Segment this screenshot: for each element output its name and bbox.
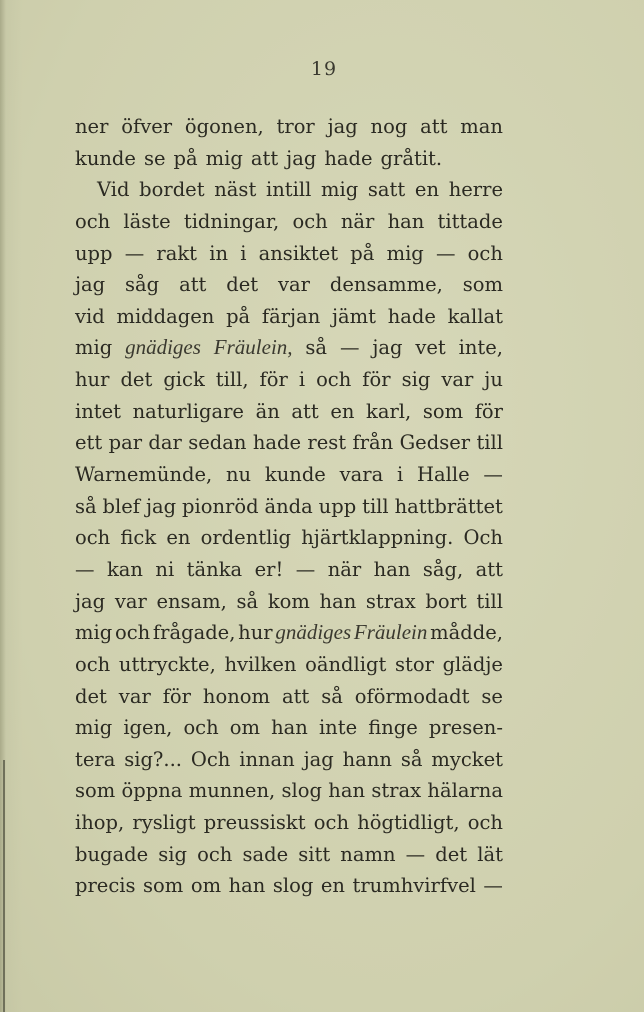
word: pionröd	[182, 494, 259, 518]
text-line	[75, 332, 503, 364]
word: intet	[75, 399, 122, 423]
word: tänka	[186, 557, 243, 581]
word: jag	[286, 146, 317, 170]
word: som	[422, 399, 464, 423]
text-line	[75, 396, 503, 428]
word: Gedser	[399, 431, 471, 455]
text-line	[75, 427, 503, 459]
word: så	[236, 589, 259, 613]
word: kunde	[264, 463, 326, 487]
word: blef	[102, 494, 141, 518]
word: sade	[242, 842, 289, 866]
text-line	[75, 839, 503, 871]
word: upp	[318, 494, 357, 518]
word: från	[352, 431, 394, 455]
word: Halle	[417, 463, 470, 487]
word: mycket	[431, 747, 503, 771]
word: var	[118, 684, 151, 708]
word: såg,	[422, 557, 464, 581]
word: —	[405, 842, 426, 866]
word: bugade	[75, 842, 149, 866]
word: och	[467, 241, 503, 265]
word: inte	[318, 716, 358, 740]
word: gråtit.	[380, 146, 443, 170]
word: ögonen,	[184, 115, 264, 138]
word: och	[197, 842, 233, 866]
word: än	[255, 399, 280, 423]
page-edge-line	[3, 760, 5, 1012]
word: och	[75, 209, 111, 233]
word: och	[467, 811, 503, 835]
word: rakt	[156, 241, 198, 265]
word: till,	[215, 368, 249, 392]
word: i	[240, 241, 247, 265]
word: näst	[214, 178, 257, 202]
word: att	[475, 557, 503, 581]
word: jämt	[331, 304, 376, 328]
word: om	[229, 716, 260, 740]
word: naturligare	[132, 399, 244, 423]
word: om	[190, 874, 222, 898]
text-line	[75, 649, 503, 681]
text-line	[75, 269, 503, 301]
word: i	[298, 368, 306, 392]
word: middagen	[116, 304, 215, 328]
word: som	[143, 874, 184, 898]
word: kunde	[75, 146, 136, 170]
word: sig	[158, 842, 188, 866]
word: man	[460, 115, 503, 138]
word: par	[108, 431, 143, 455]
italic-word: Fräulein	[353, 620, 428, 645]
word: kom	[267, 589, 310, 613]
word: så	[75, 494, 97, 518]
word: slog	[281, 779, 322, 803]
word: när	[340, 209, 375, 233]
word: var	[441, 368, 474, 392]
word: jag	[303, 747, 334, 771]
word: mig	[75, 336, 113, 360]
word: när	[327, 557, 362, 581]
word: hade	[252, 431, 302, 455]
word: ett	[75, 431, 103, 455]
text-line	[75, 491, 503, 523]
word: sig?...	[124, 747, 182, 771]
text-line	[75, 681, 503, 713]
word: han	[328, 779, 366, 803]
word: Warnemünde,	[75, 463, 213, 487]
word: vid	[75, 304, 105, 328]
word: hade	[387, 304, 436, 328]
word: —	[339, 336, 360, 360]
word: —	[483, 463, 503, 487]
word: slog	[272, 874, 314, 898]
word: i	[396, 463, 404, 487]
word: sedan	[188, 431, 247, 455]
word: mig	[75, 621, 113, 645]
word: er!	[254, 557, 284, 581]
word: som	[75, 779, 116, 803]
word: kan	[106, 557, 143, 581]
word: nog	[370, 115, 408, 138]
word: och	[114, 621, 151, 645]
word: bort	[425, 589, 467, 613]
text-line	[75, 617, 503, 649]
word: hvilken	[224, 652, 297, 676]
word: att	[250, 146, 279, 170]
text-line	[75, 364, 503, 396]
word: preussiskt	[203, 811, 306, 835]
word: stor	[394, 652, 434, 676]
word: sig	[401, 368, 431, 392]
word: jag	[75, 589, 106, 613]
word: han	[271, 716, 308, 740]
word: högtidligt,	[357, 811, 460, 835]
word: precis	[75, 874, 136, 898]
word: och	[316, 368, 352, 392]
word: hur	[238, 621, 273, 645]
word: igen,	[123, 716, 173, 740]
word: och	[292, 209, 328, 233]
word: för	[162, 684, 191, 708]
word: och	[313, 811, 350, 835]
italic-word: gnädiges	[275, 620, 352, 645]
word: in	[209, 241, 228, 265]
word: ensam,	[156, 589, 227, 613]
word: —	[435, 241, 456, 265]
word: strax	[365, 589, 416, 613]
word: tera	[75, 747, 116, 771]
word: karl,	[366, 399, 412, 423]
word: läste	[123, 209, 171, 233]
word: Och	[463, 526, 503, 550]
word: Och	[190, 747, 231, 771]
word: satt	[367, 178, 406, 202]
word: finge	[368, 716, 418, 740]
word: det	[120, 368, 153, 392]
word: bordet	[139, 178, 205, 202]
word: för	[259, 368, 288, 392]
word: att	[179, 273, 207, 297]
text-line	[75, 554, 503, 586]
word: till	[476, 431, 503, 455]
word: att	[291, 399, 319, 423]
word: se	[481, 684, 503, 708]
word: ner	[75, 115, 109, 138]
text-line	[75, 459, 503, 491]
word: sitt	[298, 842, 331, 866]
word: på	[173, 146, 198, 170]
word: han	[387, 209, 425, 233]
word: innan	[239, 747, 295, 771]
word: hjärtklappning.	[301, 526, 454, 550]
word: och	[75, 526, 111, 550]
word: vet	[415, 336, 446, 360]
word: det	[75, 684, 107, 708]
word: ordentlig	[200, 526, 292, 550]
word: så	[321, 684, 343, 708]
word: för	[362, 368, 391, 392]
word: rysligt	[132, 811, 196, 835]
word: en	[414, 178, 440, 202]
word: så	[400, 747, 423, 771]
text-line	[75, 807, 503, 839]
word: upp	[75, 241, 113, 265]
word: dar	[148, 431, 182, 455]
word: för	[474, 399, 503, 423]
word: ju	[484, 368, 503, 392]
word: herre	[448, 178, 503, 202]
word: glädje	[442, 652, 503, 676]
word: jag	[327, 115, 358, 138]
word: Vid	[97, 178, 130, 202]
word: tidningar,	[183, 209, 280, 233]
text-line	[75, 870, 503, 902]
text-line	[75, 522, 503, 554]
word: hade	[324, 146, 373, 170]
word: oförmodadt	[354, 684, 470, 708]
word: namn	[340, 842, 396, 866]
word: att	[281, 684, 310, 708]
word: mig	[75, 716, 113, 740]
word: att	[420, 115, 448, 138]
word: var	[278, 273, 310, 297]
word: honom	[202, 684, 271, 708]
word: hann	[342, 747, 392, 771]
word: jag	[372, 336, 403, 360]
word: hur	[75, 368, 110, 392]
word: lät	[477, 842, 503, 866]
word: jag	[75, 273, 106, 297]
word: och	[183, 716, 219, 740]
text-line	[75, 712, 503, 744]
word: det	[435, 842, 468, 866]
text-line	[75, 174, 503, 206]
word: mådde,	[430, 621, 503, 645]
word: en	[166, 526, 191, 550]
text-line	[75, 143, 503, 175]
word: kallat	[447, 304, 503, 328]
word: som	[462, 273, 503, 297]
word: munnen,	[188, 779, 276, 803]
word: på	[350, 241, 375, 265]
word: och	[75, 652, 111, 676]
word: —	[483, 874, 503, 898]
body-text	[75, 111, 503, 902]
word: mig	[205, 146, 243, 170]
word: vara	[339, 463, 384, 487]
word: han	[319, 589, 357, 613]
italic-word: Fräulein,	[213, 335, 293, 360]
word: ända	[264, 494, 313, 518]
text-line	[75, 586, 503, 618]
word: han	[373, 557, 411, 581]
word: till	[362, 494, 389, 518]
text-line	[75, 301, 503, 333]
text-line	[75, 206, 503, 238]
word: densamme,	[329, 273, 443, 297]
italic-word: gnädiges	[125, 335, 201, 360]
text-line	[75, 238, 503, 270]
word: uttryckte,	[118, 652, 216, 676]
word: till	[476, 589, 503, 613]
word: nu	[226, 463, 252, 487]
word: —	[75, 557, 95, 581]
word: hälarna	[427, 779, 503, 803]
word: på	[226, 304, 251, 328]
word: ni	[155, 557, 175, 581]
word: hattbrättet	[394, 494, 503, 518]
word: frågade,	[152, 621, 236, 645]
word: intill	[265, 178, 312, 202]
word: tror	[276, 115, 315, 138]
word: öfver	[121, 115, 173, 138]
word: fick	[120, 526, 157, 550]
word: såg	[125, 273, 160, 297]
word: oändligt	[305, 652, 387, 676]
text-line	[75, 111, 503, 143]
word: trumhvirfvel	[352, 874, 476, 898]
word: en	[320, 874, 345, 898]
word: ihop,	[75, 811, 125, 835]
word: presen-	[428, 716, 503, 740]
word: han	[228, 874, 266, 898]
word: tittade	[437, 209, 503, 233]
word: —	[295, 557, 316, 581]
word: en	[330, 399, 355, 423]
text-line	[75, 744, 503, 776]
word: jag	[145, 494, 177, 518]
page-number: 19	[310, 58, 338, 80]
word: det	[226, 273, 259, 297]
word: öppna	[121, 779, 183, 803]
word: var	[114, 589, 147, 613]
word: så	[305, 336, 328, 360]
word: strax	[371, 779, 422, 803]
word: se	[143, 146, 166, 170]
word: mig	[386, 241, 424, 265]
word: rest	[307, 431, 347, 455]
word: mig	[321, 178, 359, 202]
word: ansiktet	[258, 241, 339, 265]
text-line	[75, 775, 503, 807]
word: —	[124, 241, 145, 265]
word: gick	[163, 368, 205, 392]
word: färjan	[261, 304, 321, 328]
word: inte,	[458, 336, 503, 360]
